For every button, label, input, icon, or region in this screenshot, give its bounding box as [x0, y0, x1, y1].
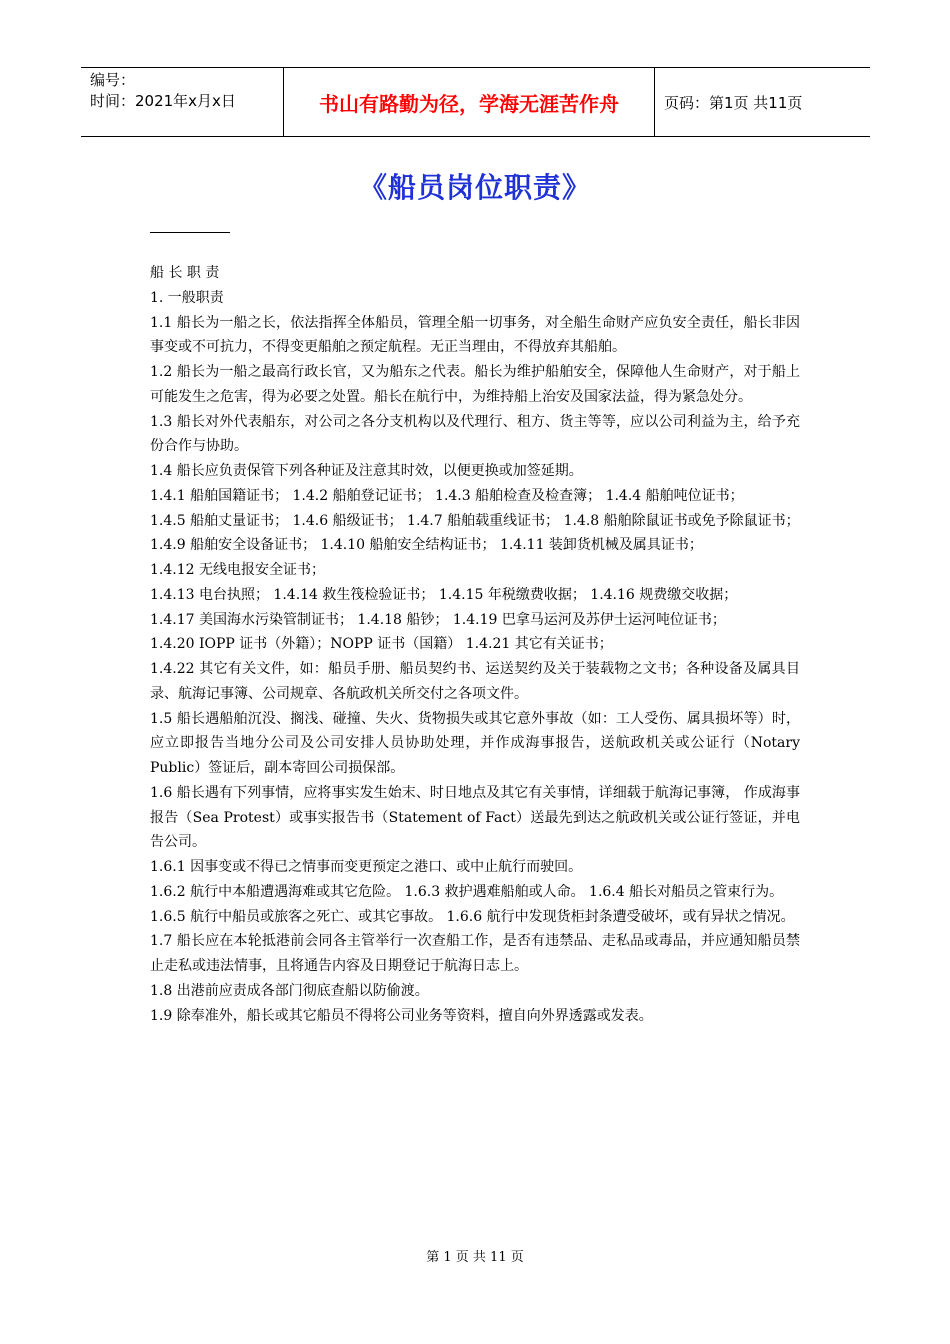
- page-footer: 第 1 页 共 11 页: [426, 1250, 524, 1265]
- paragraph: 1.6 船长遇有下列事情，应将事实发生始末、时日地点及其它有关事情，详细载于航海记事簿， 作成海事报告（Sea Protest）或事实报告书（Statement of Fact）送最先到达之航政机关或公证行签证，并电告公司。: [150, 784, 800, 851]
- paragraph: 1.3 船长对外代表船东，对公司之各分支机构以及代理行、租方、货主等等，应以公司利益为主，给予充份合作与协助。: [150, 413, 800, 455]
- header-meta: [81, 68, 283, 136]
- document-body: [150, 261, 800, 1028]
- paragraph: 1.4.1 船舶国籍证书； 1.4.2 船舶登记证书； 1.4.3 船舶检查及检查簿； 1.4.4 船舶吨位证书；: [150, 487, 744, 504]
- paragraph: 1.9 除奉准外，船长或其它船员不得将公司业务等资料，擅自向外界透露或发表。: [150, 1007, 653, 1024]
- paragraph: 1.4.17 美国海水污染管制证书； 1.4.18 船钞； 1.4.19 巴拿马运河及苏伊士运河吨位证书；: [150, 611, 726, 628]
- paragraph: 1.1 船长为一船之长，依法指挥全体船员，管理全船一切事务，对全船生命财产应负安全责任，船长非因事变或不可抗力，不得变更船舶之预定航程。无正当理由，不得放弃其船舶。: [150, 314, 800, 356]
- paragraph: 1.6.1 因事变或不得已之情事而变更预定之港口、或中止航行而驶回。: [150, 859, 583, 875]
- paragraph: 1.4.12 无线电报安全证书；: [150, 562, 325, 578]
- document-number-label: 编号：: [90, 71, 136, 89]
- paragraph: 1.4.13 电台执照； 1.4.14 救生筏检验证书； 1.4.15 年税缴费收据； 1.4.16 规费缴交收据；: [150, 586, 738, 603]
- subsection-heading: 1. 一般职责: [150, 289, 224, 306]
- document-title: 《船员岗位职责》: [358, 171, 591, 204]
- paragraph: 1.5 船长遇船舶沉没、搁浅、碰撞、失火、货物损失或其它意外事故（如：工人受伤、属具损坏等）时，应立即报告当地分公司及公司安排人员协助处理，并作成海事报告，送航政机关或公证行（Notary Public）签证后，副本寄回公司损保部。: [150, 710, 800, 776]
- title-divider: [150, 232, 230, 233]
- section-heading: 船 长 职 责: [150, 265, 220, 281]
- paragraph: 1.7 船长应在本轮抵港前会同各主管举行一次查船工作，是否有违禁品、走私品或毒品，并应通知船员禁止走私或违法情事，且将通告内容及日期登记于航海日志上。: [150, 933, 800, 974]
- header-motto: 书山有路勤为径，学海无涯苦作舟: [283, 68, 655, 136]
- paragraph: 1.8 出港前应责成各部门彻底查船以防偷渡。: [150, 982, 429, 999]
- header-page-info: 页码：第1页 共11页: [664, 93, 803, 112]
- document-date: 时间：2021年x月x日: [90, 92, 236, 110]
- paragraph: 1.6.2 航行中本船遭遇海难或其它危险。 1.6.3 救护遇难船舶或人命。 1.6.4 船长对船员之管束行为。: [150, 883, 784, 900]
- paragraph: 1.4 船长应负责保管下列各种证及注意其时效，以便更换或加签延期。: [150, 463, 583, 479]
- page-header: [81, 67, 870, 137]
- paragraph: 1.4.20 IOPP 证书（外籍）；NOPP 证书（国籍） 1.4.21 其它有关证书；: [150, 636, 613, 653]
- paragraph: 1.2 船长为一船之最高行政长官，又为船东之代表。船长为维护船舶安全，保障他人生命财产，对于船上可能发生之危害，得为必要之处置。船长在航行中，为维持船上治安及国家法益，得为紧急处分。: [150, 364, 800, 405]
- paragraph: 1.4.9 船舶安全设备证书； 1.4.10 船舶安全结构证书； 1.4.11 装卸货机械及属具证书；: [150, 537, 703, 554]
- paragraph: 1.4.5 船舶丈量证书； 1.4.6 船级证书； 1.4.7 船舶载重线证书； 1.4.8 船舶除鼠证书或免予除鼠证书；: [150, 512, 800, 529]
- paragraph: 1.6.5 航行中船员或旅客之死亡、或其它事故。 1.6.6 航行中发现货柜封条遭受破坏，或有异状之情况。: [150, 908, 795, 925]
- paragraph: 1.4.22 其它有关文件，如：船员手册、船员契约书、运送契约及关于装载物之文书；各种设备及属具目录、航海记事簿、公司规章、各航政机关所交付之各项文件。: [150, 661, 800, 702]
